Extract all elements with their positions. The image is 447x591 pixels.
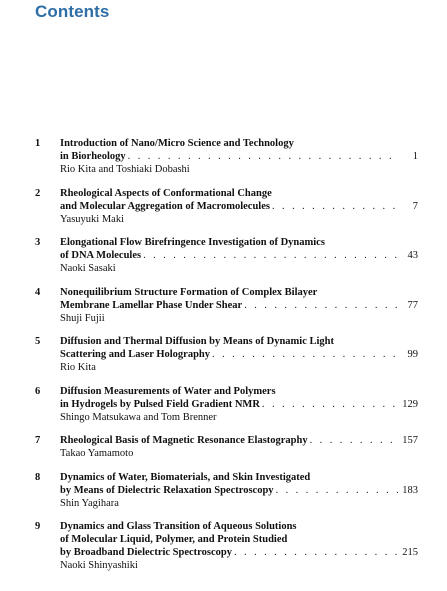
toc-entry-8[interactable]: [0, 471, 447, 510]
page-number: 99: [407, 349, 418, 360]
chapter-title-line: by Broadband Dielectric Spectroscopy: [60, 547, 232, 558]
chapter-title-line: Introduction of Nano/Micro Science and Technology: [60, 138, 294, 149]
page-number: 183: [402, 484, 418, 496]
toc-entry-2[interactable]: [0, 187, 447, 226]
dot-leader: [310, 434, 398, 447]
toc-entry-9[interactable]: [0, 520, 447, 572]
dot-leader: [234, 546, 398, 559]
chapter-number: 5: [35, 336, 41, 347]
chapter-title-line: Scattering and Laser Holography: [60, 349, 211, 360]
chapter-title-line: Diffusion Measurements of Water and Polymers: [60, 385, 276, 397]
contents-heading: Contents: [35, 2, 110, 21]
chapter-title-line: Nonequilibrium Structure Formation of Complex Bilayer: [60, 286, 318, 298]
chapter-number: 7: [35, 435, 41, 446]
page-number: 1: [412, 151, 418, 162]
page-number: 129: [402, 398, 418, 410]
chapter-title-line: Rheological Aspects of Conformational Change: [60, 187, 272, 199]
chapter-authors: Rio Kita and Toshiaki Dobashi: [60, 164, 190, 175]
page-number: 215: [402, 547, 418, 558]
toc-entry-4[interactable]: [0, 286, 447, 325]
toc-entry-3[interactable]: [0, 236, 447, 275]
chapter-title-line: by Means of Dielectric Relaxation Spectroscopy: [60, 484, 274, 496]
dot-leader: [143, 249, 398, 262]
page-number: 7: [412, 200, 418, 212]
chapter-title-line: of Molecular Liquid, Polymer, and Protein Studied: [60, 534, 288, 545]
dot-leader: [244, 299, 398, 312]
chapter-number: 6: [35, 385, 41, 397]
chapter-authors: Shin Yagihara: [60, 497, 119, 509]
toc-entry-7[interactable]: [0, 434, 447, 460]
chapter-authors: Takao Yamamoto: [60, 448, 134, 459]
page-number: 77: [407, 299, 418, 311]
chapter-title-line: Dynamics of Water, Biomaterials, and Skin Investigated: [60, 471, 311, 483]
dot-leader: [262, 398, 398, 411]
chapter-title-line: and Molecular Aggregation of Macromolecules: [60, 200, 270, 212]
chapter-title-line: in Hydrogels by Pulsed Field Gradient NMR: [60, 398, 260, 410]
chapter-title-line: Diffusion and Thermal Diffusion by Means of Dynamic Light: [60, 336, 335, 347]
toc-entry-1[interactable]: [0, 137, 447, 176]
chapter-authors: Naoki Shinyashiki: [60, 560, 138, 571]
dot-leader: [276, 484, 398, 497]
toc-entry-5[interactable]: [0, 335, 447, 374]
chapter-authors: Shuji Fujii: [60, 312, 105, 324]
chapter-authors: Shingo Matsukawa and Tom Brenner: [60, 411, 217, 423]
dot-leader: [272, 200, 398, 213]
chapter-title-line: Dynamics and Glass Transition of Aqueous Solutions: [60, 521, 297, 532]
chapter-authors: Rio Kita: [60, 362, 96, 373]
chapter-title-line: in Biorheology: [60, 151, 126, 162]
toc-entry-6[interactable]: [0, 385, 447, 424]
chapter-title-line: of DNA Molecules: [60, 250, 142, 261]
chapter-number: 8: [35, 471, 41, 483]
chapter-title-line: Membrane Lamellar Phase Under Shear: [60, 299, 243, 311]
chapter-authors: Naoki Sasaki: [60, 263, 116, 274]
chapter-number: 2: [35, 187, 41, 199]
chapter-number: 4: [35, 286, 41, 298]
table-of-contents: [0, 137, 447, 583]
page-number: 43: [407, 250, 418, 261]
chapter-title-line: Elongational Flow Birefringence Investigation of Dynamics: [60, 237, 325, 248]
page-number: 157: [402, 435, 418, 446]
dot-leader: [212, 348, 398, 361]
chapter-title-line: Rheological Basis of Magnetic Resonance Elastography: [60, 435, 308, 446]
chapter-authors: Yasuyuki Maki: [60, 213, 124, 225]
chapter-number: 1: [35, 138, 41, 149]
chapter-number: 3: [35, 237, 41, 248]
chapter-number: 9: [35, 521, 41, 532]
dot-leader: [128, 150, 398, 163]
